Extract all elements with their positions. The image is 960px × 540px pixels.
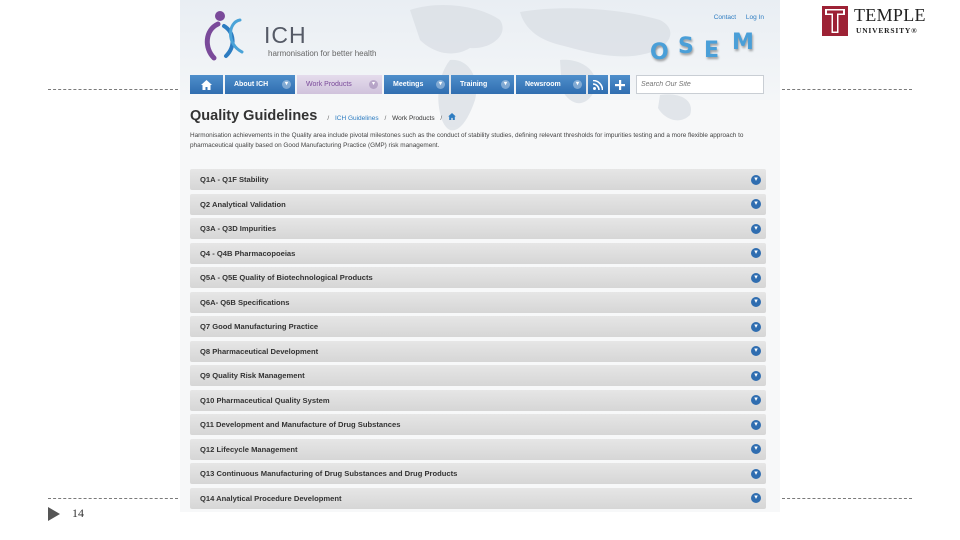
nav-work-products[interactable] xyxy=(297,75,382,94)
accordion-item[interactable] xyxy=(190,414,766,435)
accordion-label: Q11 Development and Manufacture of Drug Substances xyxy=(200,420,401,429)
temple-name: TEMPLE xyxy=(854,5,926,25)
slide-arrow-icon xyxy=(48,507,60,521)
main-nav xyxy=(190,75,632,94)
accordion-label: Q4 - Q4B Pharmacopoeias xyxy=(200,248,296,258)
accordion-item[interactable] xyxy=(190,463,766,484)
expand-icon[interactable]: ▾ xyxy=(751,346,761,356)
guidelines-accordion xyxy=(190,169,766,512)
nav-label: About ICH xyxy=(234,81,269,88)
nav-label: Training xyxy=(460,81,488,88)
accordion-label: Q14 Analytical Procedure Development xyxy=(200,493,342,503)
accordion-label: Q2 Analytical Validation xyxy=(200,199,286,209)
expand-icon[interactable]: ▾ xyxy=(751,493,761,503)
chevron-down-icon: ▾ xyxy=(573,80,582,89)
expand-icon[interactable]: ▾ xyxy=(751,199,761,209)
login-link[interactable]: Log In xyxy=(745,14,764,21)
nav-newsroom[interactable] xyxy=(516,75,586,94)
chevron-down-icon: ▾ xyxy=(282,80,291,89)
accordion-label: Q12 Lifecycle Management xyxy=(200,444,298,454)
expand-icon[interactable]: ▾ xyxy=(751,273,761,283)
top-links xyxy=(706,14,764,21)
search-input[interactable] xyxy=(636,75,764,94)
accordion-item[interactable] xyxy=(190,218,766,239)
accordion-item[interactable] xyxy=(190,194,766,215)
nav-plus-button[interactable] xyxy=(610,75,630,94)
accordion-label: Q6A- Q6B Specifications xyxy=(200,297,290,307)
nav-label: Work Products xyxy=(306,81,352,88)
slide-divider xyxy=(782,89,912,90)
breadcrumb-separator: / xyxy=(327,115,330,122)
temple-t-icon xyxy=(822,6,848,36)
breadcrumb-ich-guidelines[interactable]: ICH Guidelines xyxy=(334,115,379,122)
ich-logo[interactable] xyxy=(200,8,390,64)
expand-icon[interactable]: ▾ xyxy=(751,371,761,381)
accordion-item[interactable] xyxy=(190,243,766,264)
ich-logo-tagline: harmonisation for better health xyxy=(268,49,377,58)
accordion-item[interactable] xyxy=(190,488,766,509)
accordion-label: Q7 Good Manufacturing Practice xyxy=(200,322,319,331)
expand-icon[interactable]: ▾ xyxy=(751,469,761,479)
nav-training[interactable] xyxy=(451,75,514,94)
accordion-item[interactable] xyxy=(190,316,766,337)
slide-divider xyxy=(48,89,178,90)
expand-icon[interactable]: ▾ xyxy=(751,248,761,258)
accordion-item[interactable] xyxy=(190,365,766,386)
temple-university: UNIVERSITY® xyxy=(856,26,918,35)
osem-letter: M xyxy=(732,30,754,55)
expand-icon[interactable]: ▾ xyxy=(751,444,761,454)
accordion-item[interactable] xyxy=(190,292,766,313)
contact-link[interactable]: Contact xyxy=(713,14,737,21)
breadcrumb-separator: / xyxy=(440,115,443,122)
expand-icon[interactable]: ▾ xyxy=(751,395,761,405)
expand-icon[interactable]: ▾ xyxy=(751,420,761,430)
slide-number: 14 xyxy=(72,506,84,520)
nav-meetings[interactable] xyxy=(384,75,449,94)
accordion-item[interactable] xyxy=(190,341,766,362)
nav-label: Newsroom xyxy=(525,81,561,88)
breadcrumb-separator: / xyxy=(384,115,387,122)
nav-label: Meetings xyxy=(393,81,424,88)
accordion-label: Q10 Pharmaceutical Quality System xyxy=(200,395,330,405)
accordion-label: Q13 Continuous Manufacturing of Drug Substances and Drug Products xyxy=(200,469,458,478)
breadcrumb-work-products: Work Products xyxy=(392,115,435,122)
slide-divider xyxy=(782,498,912,499)
accordion-label: Q1A - Q1F Stability xyxy=(200,175,269,184)
expand-icon[interactable]: ▾ xyxy=(751,175,761,185)
home-icon xyxy=(201,80,212,90)
slide-divider xyxy=(48,498,178,499)
temple-logo xyxy=(822,6,942,38)
osem-letter: E xyxy=(704,38,720,63)
ich-website xyxy=(180,0,780,512)
accordion-item[interactable] xyxy=(190,439,766,460)
title-row xyxy=(190,108,456,124)
page-title: Quality Guidelines xyxy=(190,108,318,124)
expand-icon[interactable]: ▾ xyxy=(751,224,761,234)
chevron-down-icon: ▾ xyxy=(369,80,378,89)
ich-logo-text: ICH xyxy=(264,22,307,48)
accordion-item[interactable] xyxy=(190,267,766,288)
nav-rss-button[interactable] xyxy=(588,75,608,94)
chevron-down-icon: ▾ xyxy=(501,80,510,89)
home-icon[interactable] xyxy=(448,113,456,120)
plus-icon xyxy=(615,80,625,90)
osem-letter: O xyxy=(650,40,669,65)
expand-icon[interactable]: ▾ xyxy=(751,297,761,307)
accordion-label: Q9 Quality Risk Management xyxy=(200,371,305,380)
nav-about-ich[interactable] xyxy=(225,75,295,94)
osem-letter: S xyxy=(678,34,694,59)
accordion-item[interactable] xyxy=(190,390,766,411)
accordion-item[interactable] xyxy=(190,169,766,190)
ich-figure-icon xyxy=(200,8,260,64)
accordion-label: Q5A - Q5E Quality of Biotechnological Products xyxy=(200,273,373,282)
accordion-label: Q8 Pharmaceutical Development xyxy=(200,346,319,356)
rss-icon xyxy=(593,80,603,90)
osem-logo xyxy=(650,30,760,70)
breadcrumb xyxy=(323,113,456,122)
expand-icon[interactable]: ▾ xyxy=(751,322,761,332)
nav-home-button[interactable] xyxy=(190,75,223,94)
chevron-down-icon: ▾ xyxy=(436,80,445,89)
intro-text: Harmonisation achievements in the Quality area include pivotal milestones such as the conduct of stability studies, defining relevant thresholds for impurities testing and a more flexible approach to pharmaceutical quality based on Good Manufacturing Practice (GMP) risk management. xyxy=(190,132,744,149)
accordion-label: Q3A - Q3D Impurities xyxy=(200,224,277,233)
